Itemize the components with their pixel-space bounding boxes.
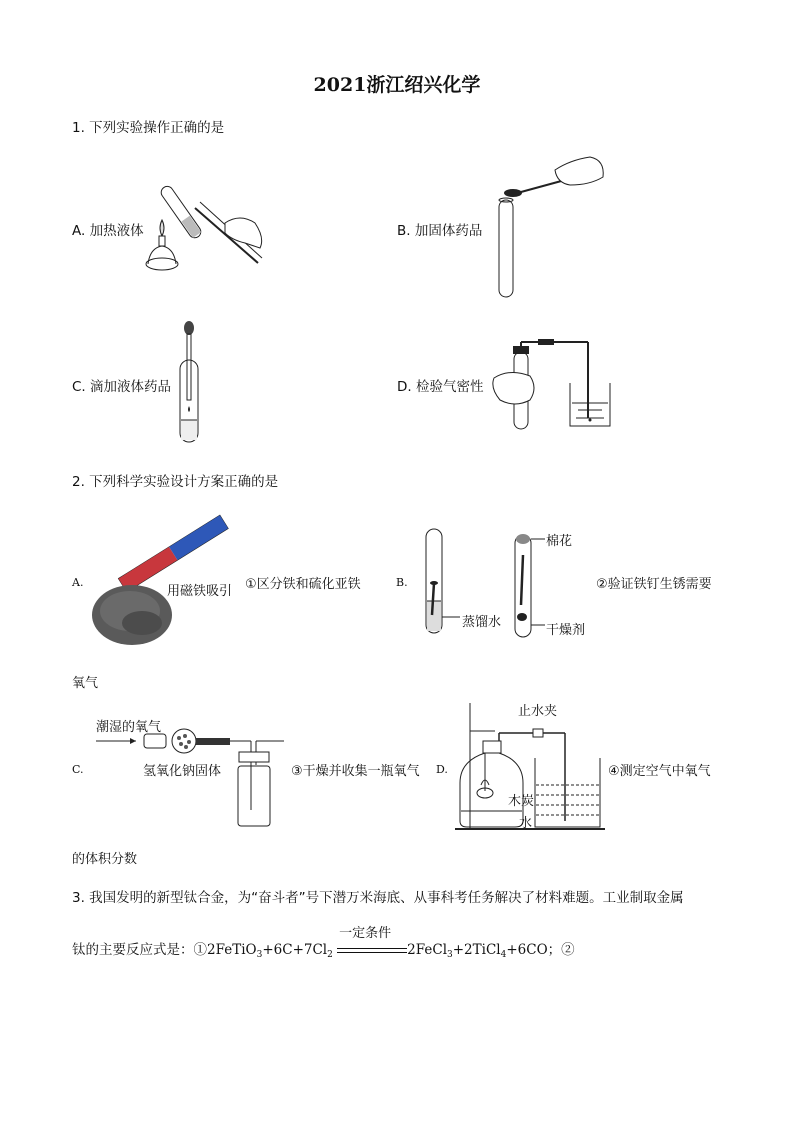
q2-d-label-clamp: 止水夹 [518, 704, 558, 719]
q2-a-description: ①区分铁和硫化亚铁 [245, 577, 361, 592]
q2-stem: 2. 下列科学实验设计方案正确的是 [72, 474, 279, 490]
q2-b-description-continued: 氧气 [72, 676, 99, 691]
q1-option-b: B. 加固体药品 [397, 223, 483, 239]
drying-collecting-oxygen-illustration [96, 730, 291, 830]
adding-solid-illustration [495, 155, 610, 305]
air-tightness-check-illustration [490, 338, 620, 433]
q2-b-letter: B. [396, 576, 408, 589]
q2-b-description: ②验证铁钉生锈需要 [596, 577, 712, 592]
q3-reaction-equation: 钛的主要反应式是：$①2FeTiO_3+6C+7Cl_2$ 一定条件 2FeCl$_3$+2TiCl$_4$+6CO；② [72, 938, 575, 960]
q2-d-description-continued: 的体积分数 [72, 852, 138, 867]
q3-stem-line1: 3. 我国发明的新型钛合金，为“奋斗者”号下潜万米海底、从事科考任务解决了材料难题。工业制取金属 [72, 890, 684, 906]
dropping-liquid-illustration [175, 320, 205, 445]
q2-b-label-water: 蒸馏水 [462, 615, 502, 630]
q2-d-label-water: 水 [519, 816, 533, 831]
q3-condition-label: 一定条件 [339, 925, 392, 941]
q2-b-label-desiccant: 干燥剂 [546, 623, 586, 638]
q3-equation-prefix: 钛的主要反应式是：①2FeTiO [72, 942, 257, 958]
q3-condition-arrow [337, 925, 407, 958]
q1-option-c: C. 滴加液体药品 [72, 379, 172, 395]
q2-a-label-magnet: 用磁铁吸引 [167, 584, 233, 599]
q2-c-description: ③干燥并收集一瓶氧气 [291, 764, 420, 779]
q2-c-letter: C. [72, 763, 84, 776]
q2-a-letter: A. [72, 576, 84, 589]
heating-liquid-illustration [140, 178, 270, 278]
q1-option-d: D. 检验气密性 [397, 379, 484, 395]
q2-c-label-gas: 潮湿的氧气 [96, 720, 162, 735]
page-title: 2021浙江绍兴化学 [313, 74, 481, 96]
q2-d-description: ④测定空气中氧气 [608, 764, 711, 779]
q2-c-label-naoh: 氢氧化钠固体 [143, 764, 222, 779]
q2-d-letter: D. [436, 763, 448, 776]
q3-separator: ；② [547, 942, 575, 958]
q2-d-label-charcoal: 木炭 [508, 794, 535, 809]
q1-stem: 1. 下列实验操作正确的是 [72, 120, 225, 136]
q2-b-label-cotton: 棉花 [546, 534, 573, 549]
q1-option-a: A. 加热液体 [72, 223, 144, 239]
